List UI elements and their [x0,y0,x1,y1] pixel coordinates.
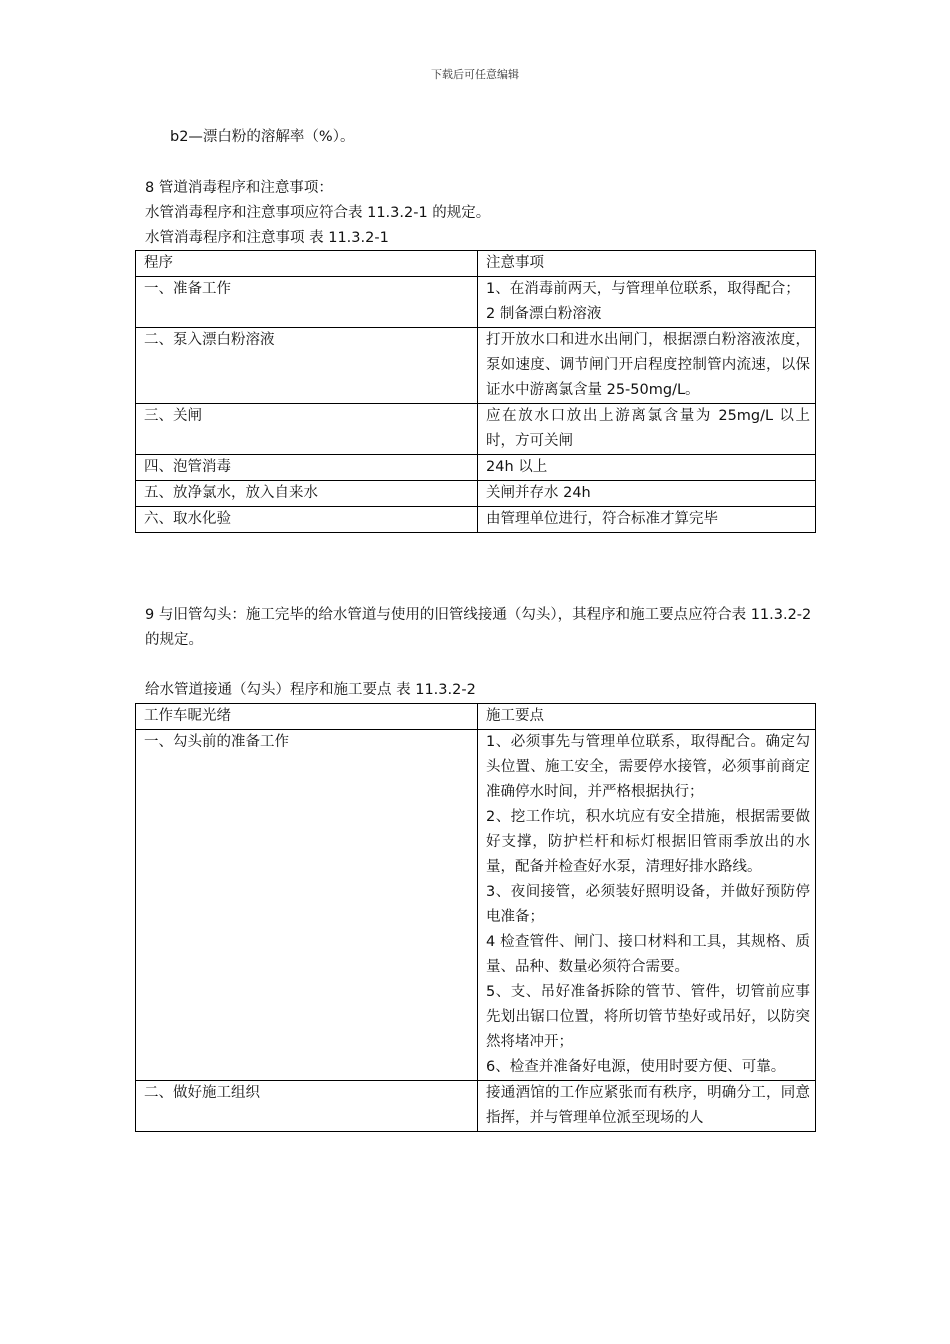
connection-table [135,703,816,1132]
table-1-caption: 水管消毒程序和注意事项 表 11.3.2-1 [145,230,389,246]
procedure-cell: 一、勾头前的准备工作 [136,730,478,1081]
table-row [136,1081,816,1132]
note-text: 2、挖工作坑，积水坑应有安全措施，根据需要做好支撑，防护栏杆和标灯根据旧管雨季放出的水量，配备并检查好水泵，清理好排水路线。 [486,809,810,875]
notes-cell [478,481,816,507]
table-row [136,404,816,455]
table-row [136,277,816,328]
column-header-notes: 注意事项 [478,251,816,277]
table-row [136,455,816,481]
note-text: 1、必须事先与管理单位联系，取得配合。确定勾头位置、施工安全，需要停水接管，必须事前商定准确停水时间，并严格根据执行； [486,734,810,800]
procedure-cell: 二、做好施工组织 [136,1081,478,1132]
column-header-key-points: 施工要点 [478,704,816,730]
note-text: 关闸并存水 24h [486,485,591,501]
notes-cell [478,404,816,455]
table-row [136,730,816,1081]
section-9-paragraph: 9 与旧管勾头：施工完毕的给水管道与使用的旧管线接通（勾头），其程序和施工要点应符合表 11.3.2-2 的规定。 [145,607,812,648]
note-text: 6、检查并准备好电源，使用时要方便、可靠。 [486,1059,786,1075]
note-text: 5、支、吊好准备拆除的管节、管件，切管前应事先划出锯口位置，将所切管节垫好或吊好，以防突然将堵冲开； [486,984,810,1050]
note-text: 4 检查管件、闸门、接口材料和工具，其规格、质量、品种、数量必须符合需要。 [486,934,810,975]
note-text: 24h 以上 [486,459,548,475]
table-header-row [136,251,816,277]
note-text: 打开放水口和进水出闸门，根据漂白粉溶液浓度，泵如速度、调节闸门开启程度控制管内流速，以保证水中游离氯含量 25-50mg/L。 [486,332,810,398]
table-2-caption: 给水管道接通（勾头）程序和施工要点 表 11.3.2-2 [145,682,476,698]
notes-cell [478,730,816,1081]
note-text: 2 制备漂白粉溶液 [486,306,602,322]
note-text: 3、夜间接管，必须装好照明设备，并做好预防停电准备； [486,884,810,925]
note-text: 应在放水口放出上游离氯含量为 25mg/L 以上时，方可关闸 [486,408,810,449]
procedure-cell: 二、泵入漂白粉溶液 [136,328,478,404]
b2-definition: b2—漂白粉的溶解率（%）。 [170,129,355,145]
procedure-cell: 一、准备工作 [136,277,478,328]
notes-cell [478,277,816,328]
table-row [136,328,816,404]
notes-cell [478,507,816,533]
table-row [136,481,816,507]
column-header-procedure: 工作车昵光绪 [136,704,478,730]
column-header-procedure: 程序 [136,251,478,277]
table-header-row [136,704,816,730]
procedure-cell: 三、关闸 [136,404,478,455]
notes-cell [478,328,816,404]
notes-cell [478,1081,816,1132]
procedure-cell: 四、泡管消毒 [136,455,478,481]
procedure-cell: 五、放净氯水，放入自来水 [136,481,478,507]
procedure-cell: 六、取水化验 [136,507,478,533]
page-header: 下载后可任意编辑 [431,68,519,81]
note-text: 由管理单位进行，符合标准才算完毕 [486,511,718,527]
notes-cell [478,455,816,481]
disinfection-table [135,250,816,533]
note-text: 接通酒馆的工作应紧张而有秩序，明确分工，同意指挥，并与管理单位派至现场的人 [486,1085,810,1126]
note-text: 1、在消毒前两天，与管理单位联系，取得配合； [486,281,800,297]
section-8-description: 水管消毒程序和注意事项应符合表 11.3.2-1 的规定。 [145,205,491,221]
section-8-title: 8 管道消毒程序和注意事项： [145,180,333,196]
table-row [136,507,816,533]
